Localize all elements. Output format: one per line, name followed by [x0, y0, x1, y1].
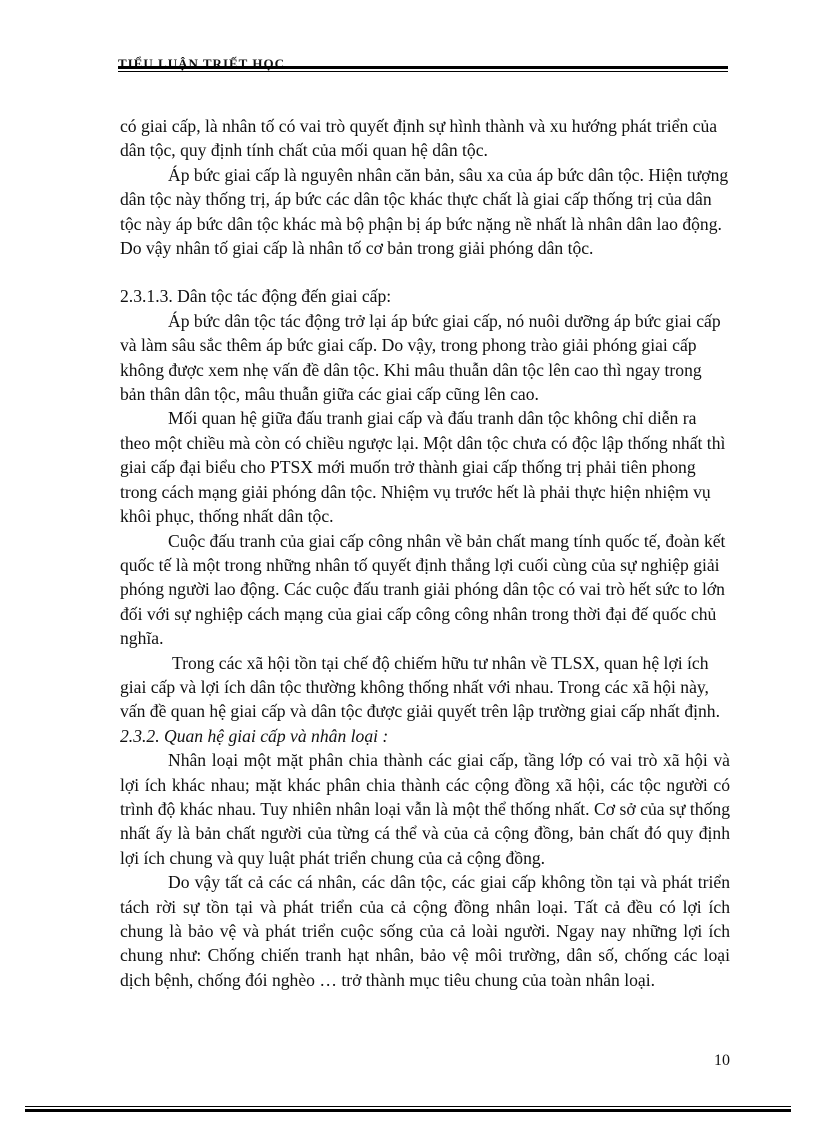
- paragraph: Cuộc đấu tranh của giai cấp công nhân về bản chất mang tính quốc tế, đoàn kết quốc tế là một trong những nhân tố quyết định thắng lợi cuối cùng của sự nghiệp giải phóng người lao động. Các cuộc đấu tranh giải phóng dân tộc có vai trò hết sức to lớn đối với sự nghiệp cách mạng của giai cấp công công nhân trong thời đại đế quốc chủ nghĩa.: [120, 530, 726, 649]
- page-number: 10: [714, 1052, 730, 1069]
- section-heading-italic: 2.3.2. Quan hệ giai cấp và nhân loại :: [120, 725, 389, 746]
- paragraph: có giai cấp, là nhân tố có vai trò quyết định sự hình thành và xu hướng phát triển của dân tộc, quy định tính chất của mối quan hệ dân tộc.: [120, 116, 718, 161]
- paragraph: Do vậy tất cả các cá nhân, các dân tộc, các giai cấp không tồn tại và phát triển tách rời sự tồn tại và phát triển của cả cộng đồng nhân loại. Tất cả đều có lợi ích chung là bảo vệ và phát triển cuộc sống của cả loài người. Ngay nay những lợi ích chung như: Chống chiến tranh hạt nhân, bảo vệ môi trường, dân số, chống các loại dịch bệnh, chống đói nghèo … trở thành mục tiêu chung của toàn nhân loại.: [120, 872, 730, 990]
- header-rule-thin: [118, 71, 728, 72]
- header-rule: [118, 66, 728, 69]
- document-body: [120, 114, 730, 992]
- section-heading: 2.3.1.3. Dân tộc tác động đến giai cấp:: [120, 286, 392, 307]
- footer-rule-thin: [25, 1106, 791, 1107]
- paragraph: Trong các xã hội tồn tại chế độ chiếm hữu tư nhân về TLSX, quan hệ lợi ích giai cấp và lợi ích dân tộc thường không thống nhất với nhau. Trong các xã hội này, vấn đề quan hệ giai cấp và dân tộc được giải quyết trên lập trường giai cấp nhất định.: [120, 652, 720, 722]
- running-header: TIỂU LUẬN TRIẾT HỌC: [118, 56, 285, 71]
- paragraph-gap: [120, 260, 730, 284]
- footer-rule: [25, 1109, 791, 1112]
- paragraph: Mối quan hệ giữa đấu tranh giai cấp và đấu tranh dân tộc không chỉ diễn ra theo một chiều mà còn có chiều ngược lại. Một dân tộc chưa có độc lập thống nhất thì giai cấp đại biểu cho PTSX mới muốn trở thành giai cấp thống trị phải tiên phong trong cách mạng giải phóng dân tộc. Nhiệm vụ trước hết là phải thực hiện nhiệm vụ khôi phục, thống nhất dân tộc.: [120, 408, 726, 527]
- paragraph: Áp bức giai cấp là nguyên nhân căn bản, sâu xa của áp bức dân tộc. Hiện tượng dân tộc này thống trị, áp bức các dân tộc khác thực chất là giai cấp thống trị của dân tộc này áp bức dân tộc khác mà bộ phận bị áp bức nặng nề nhất là nhân dân lao động. Do vậy nhân tố giai cấp là nhân tố cơ bản trong giải phóng dân tộc.: [120, 164, 729, 259]
- paragraph: Áp bức dân tộc tác động trở lại áp bức giai cấp, nó nuôi dưỡng áp bức giai cấp và làm sâu sắc thêm áp bức giai cấp. Do vậy, trong phong trào giải phóng giai cấp không được xem nhẹ vấn đề dân tộc. Khi mâu thuẫn dân tộc lên cao thì ngay trong bản thân dân tộc, mâu thuẫn giữa các giai cấp cũng lên cao.: [120, 310, 721, 405]
- paragraph: Nhân loại một mặt phân chia thành các giai cấp, tầng lớp có vai trò xã hội và lợi ích khác nhau; mặt khác phân chia thành các cộng đồng xã hội, các tộc người có trình độ khác nhau. Tuy nhiên nhân loại vẫn là một thể thống nhất. Cơ sở của sự thống nhất ấy là bản chất người của từng cá thể và của cả cộng đồng, bản chất đó quy định lợi ích chung và quy luật phát triển chung của cả cộng đồng.: [120, 750, 730, 868]
